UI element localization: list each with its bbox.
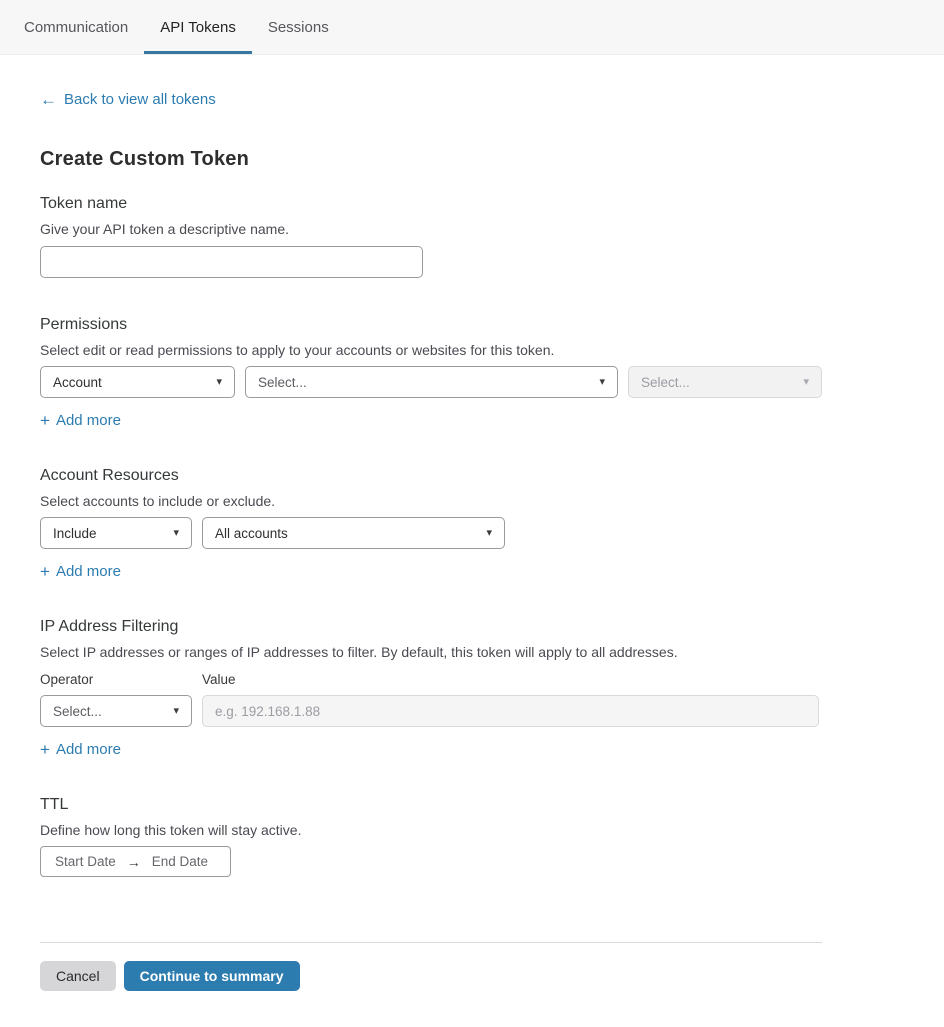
end-date-placeholder: End Date [151, 854, 209, 869]
account-resources-row [40, 517, 904, 549]
permissions-description: Select edit or read permissions to apply to your accounts or websites for this token. [40, 342, 555, 358]
permission-group-select-placeholder: Select... [258, 374, 307, 390]
account-resources-section [40, 467, 904, 580]
ip-filtering-add-more-button[interactable] [40, 741, 121, 758]
chevron-down-icon: ▾ [173, 704, 179, 717]
plus-icon: + [40, 411, 50, 430]
tab-bar [0, 0, 944, 55]
ip-filtering-row [40, 695, 904, 727]
footer-actions [40, 961, 904, 991]
ip-filtering-field-labels [40, 672, 904, 687]
ip-value-input [202, 695, 819, 727]
ip-operator-select-placeholder: Select... [53, 703, 102, 719]
account-resources-add-more-button[interactable] [40, 563, 121, 580]
chevron-down-icon: ▾ [216, 375, 222, 388]
permission-scope-select-value: Account [53, 374, 102, 390]
token-name-input[interactable] [40, 246, 423, 278]
add-more-label: Add more [55, 741, 121, 758]
tab-communication[interactable]: Communication [24, 18, 129, 36]
token-name-description: Give your API token a descriptive name. [40, 221, 290, 237]
token-name-heading: Token name [40, 195, 128, 212]
permissions-row [40, 366, 904, 398]
chevron-down-icon: ▾ [486, 526, 492, 539]
ip-filtering-description: Select IP addresses or ranges of IP addresses to filter. By default, this token will apply to all addresses. [40, 644, 678, 660]
permission-level-select [628, 366, 822, 398]
create-token-form [0, 91, 944, 1027]
back-arrow-icon: ← [40, 90, 57, 109]
permission-level-select-placeholder: Select... [641, 374, 690, 390]
ttl-heading: TTL [40, 796, 69, 813]
ttl-section [40, 796, 904, 877]
account-resources-heading: Account Resources [40, 467, 179, 484]
tab-sessions[interactable]: Sessions [267, 18, 329, 36]
back-link-label: Back to view all tokens [64, 91, 216, 108]
add-more-label: Add more [55, 563, 121, 580]
plus-icon: + [40, 562, 50, 581]
chevron-down-icon: ▾ [173, 526, 179, 539]
account-resources-description: Select accounts to include or exclude. [40, 493, 276, 509]
ip-filtering-section [40, 618, 904, 758]
permissions-add-more-button[interactable] [40, 412, 121, 429]
ttl-description: Define how long this token will stay active. [40, 822, 302, 838]
include-exclude-select[interactable] [40, 517, 192, 549]
chevron-down-icon: ▾ [599, 375, 605, 388]
permission-scope-select[interactable] [40, 366, 235, 398]
cancel-button[interactable]: Cancel [40, 961, 116, 991]
value-label: Value [202, 672, 236, 687]
operator-label: Operator [40, 672, 94, 687]
page-title: Create Custom Token [40, 148, 250, 170]
ttl-date-range-input[interactable] [40, 846, 231, 877]
footer-divider [40, 942, 822, 943]
accounts-select[interactable] [202, 517, 505, 549]
back-to-tokens-link[interactable] [40, 91, 216, 108]
ip-filtering-heading: IP Address Filtering [40, 618, 179, 635]
tab-api-tokens[interactable]: API Tokens [144, 0, 252, 54]
permissions-section [40, 316, 904, 429]
token-name-section [40, 195, 904, 278]
chevron-down-icon: ▾ [803, 375, 809, 388]
ip-operator-select[interactable] [40, 695, 192, 727]
continue-to-summary-button[interactable]: Continue to summary [124, 961, 300, 991]
plus-icon: + [40, 740, 50, 759]
arrow-right-icon: → [126, 853, 141, 870]
accounts-select-value: All accounts [215, 525, 288, 541]
permissions-heading: Permissions [40, 316, 128, 333]
include-exclude-select-value: Include [53, 525, 97, 541]
permission-group-select[interactable] [245, 366, 618, 398]
start-date-placeholder: Start Date [55, 854, 116, 869]
add-more-label: Add more [55, 412, 121, 429]
